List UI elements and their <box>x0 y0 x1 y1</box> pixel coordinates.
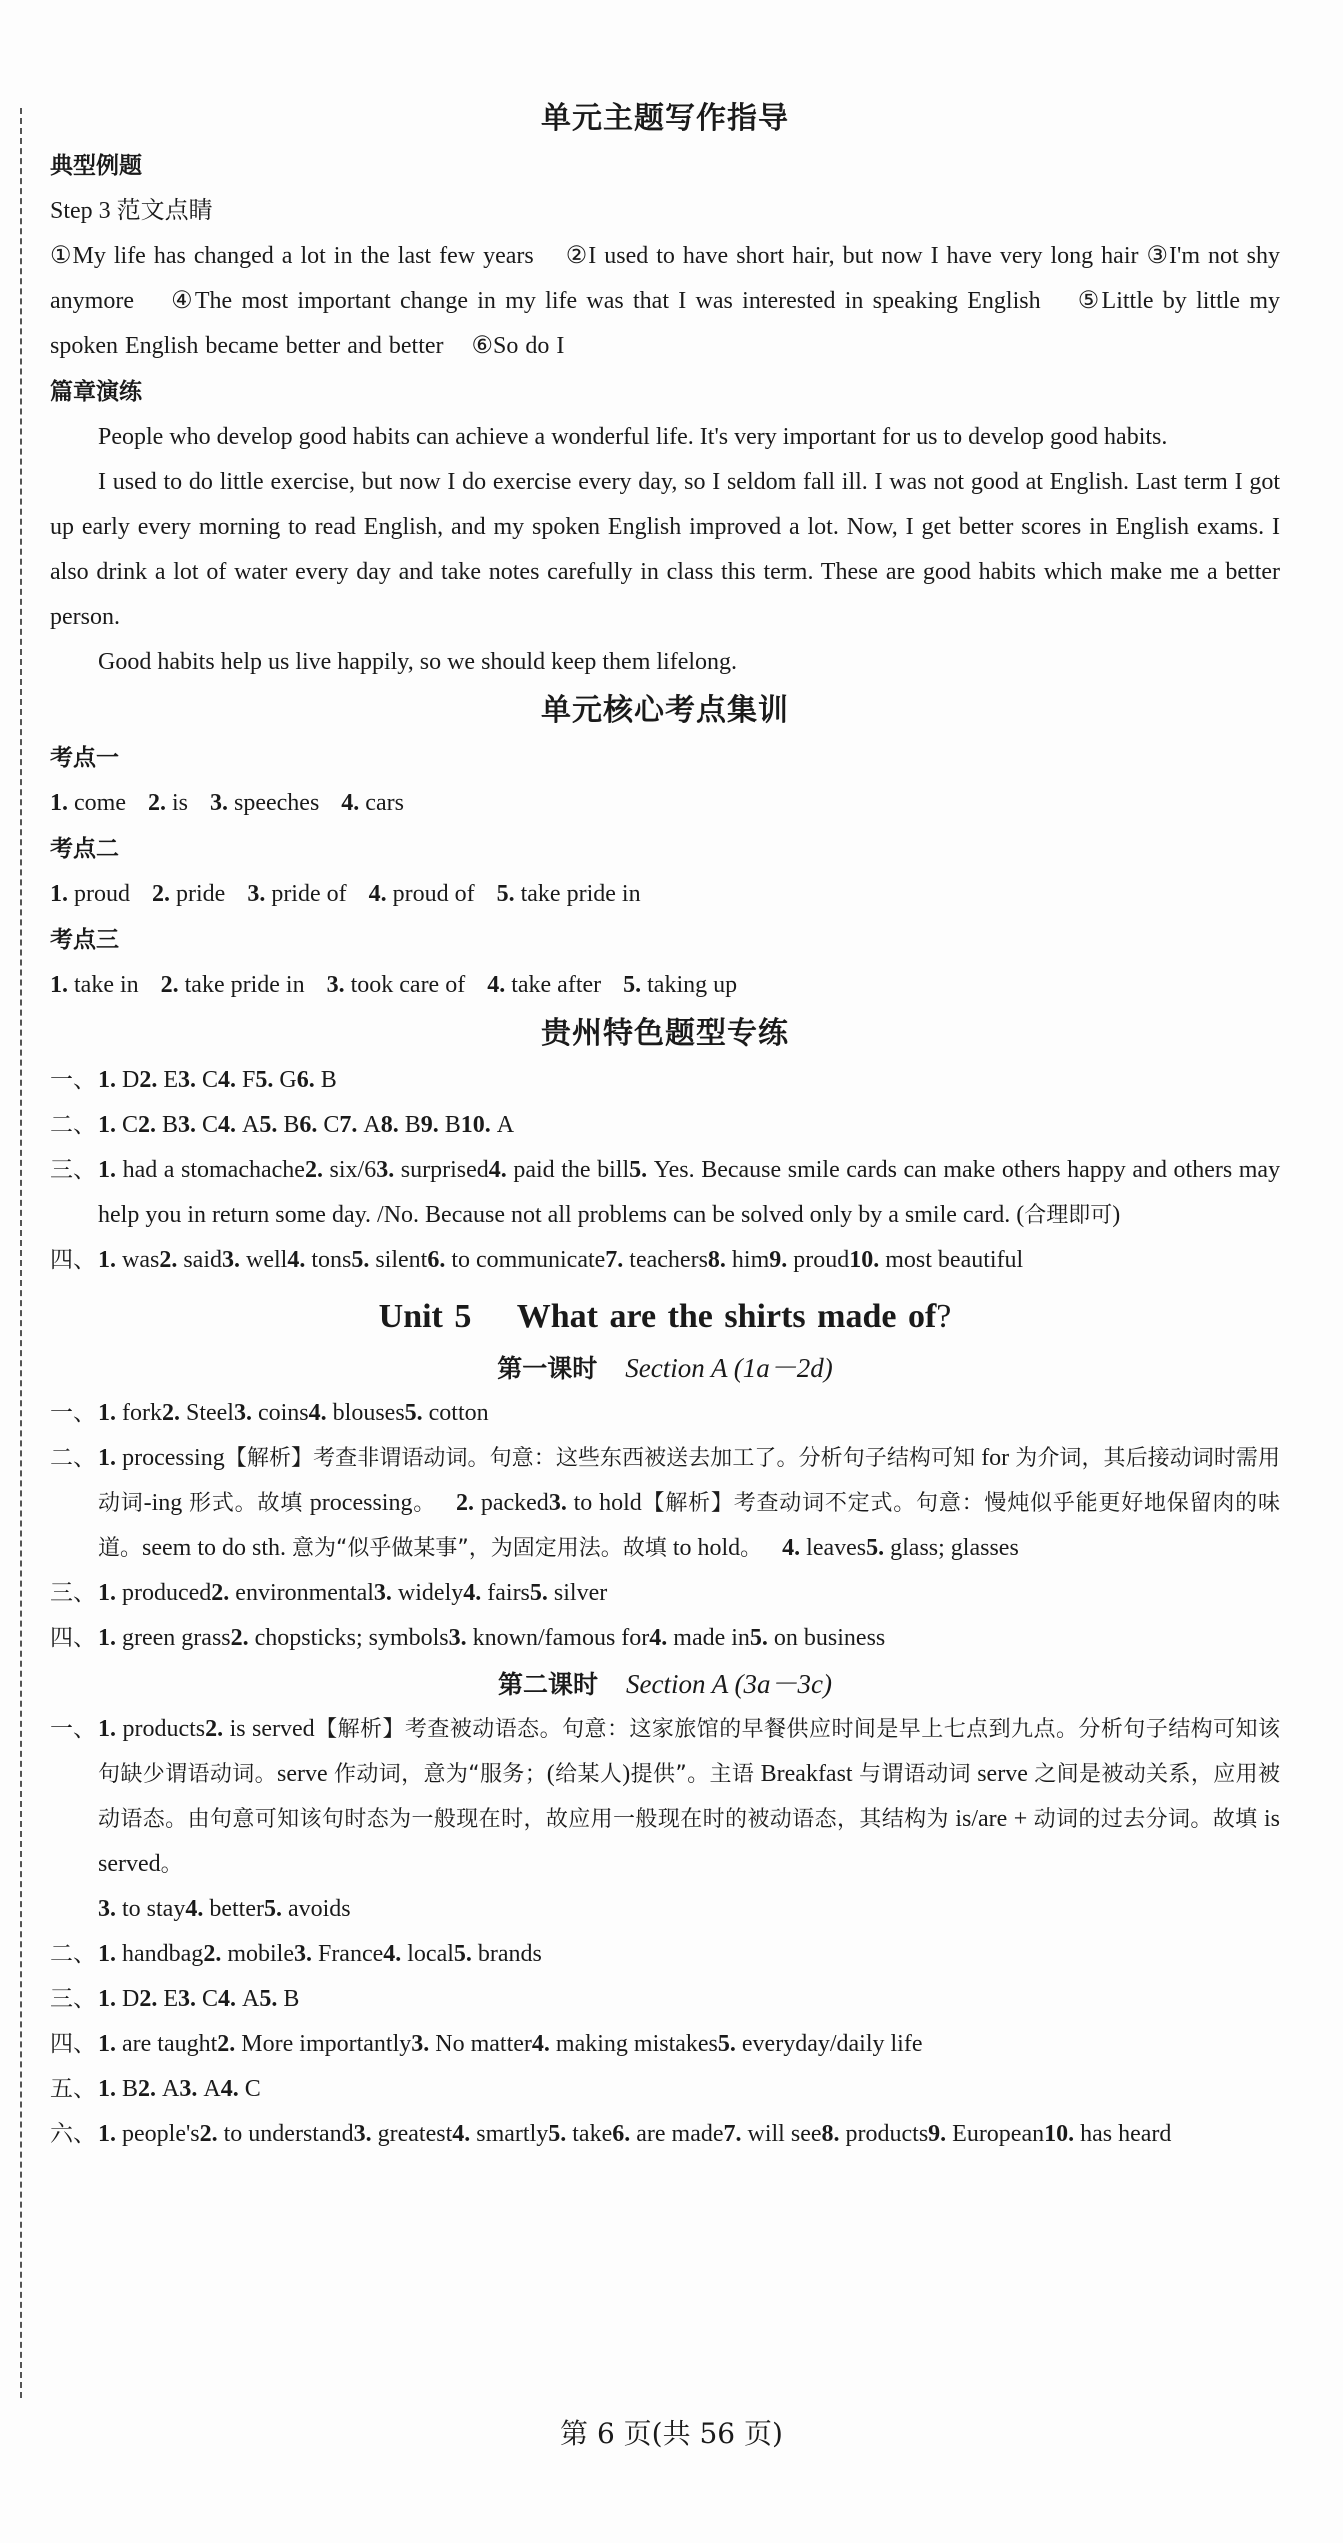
answer-item: 3. known/famous for <box>448 1625 650 1651</box>
answer-number: 6. <box>612 2121 637 2147</box>
guizhou-sections <box>50 1058 1280 1283</box>
answer-number: 1. <box>98 1112 122 1138</box>
answer-number: 3. <box>210 790 234 816</box>
answer-item: 5. glass; glasses <box>866 1535 1019 1561</box>
chinese-text: 为介词，其后接动词时需用动词 <box>98 1446 1280 1516</box>
answer-number: 2. <box>138 2076 163 2102</box>
page-number: 第 6 页(共 56 页) <box>560 2417 783 2450</box>
section-number: 一、 <box>50 1716 96 1742</box>
answer-section <box>50 1436 1280 1571</box>
answer-number: 6. <box>299 1112 324 1138</box>
answer-page <box>50 95 1280 2157</box>
section-number: 二、 <box>50 1445 96 1471</box>
explanation-note: 【解析】考查被动语态。句意：这家旅馆的早餐供应时间是早上七点到九点。分析句子结构可知该句缺少谓语动词。serve 作动词，意为“服务；(给某人)提供”。主语 Breakfast 与谓语动词 serve 之间是被动关系，应用被动语态。由句意可知该句时态为一般现在时，故应用一般现在时的被动语态，其结构为 is/are + 动词的过去分词。故填 is served。 <box>98 1717 1280 1877</box>
answer-number: 2. <box>205 1716 230 1742</box>
answer-number: 6. <box>296 1067 321 1093</box>
answer-number: 7. <box>339 1112 364 1138</box>
answer-number: 4. <box>287 1247 312 1273</box>
answer-item: 1. D <box>98 1067 140 1093</box>
answer-number: 1. <box>98 2121 122 2147</box>
answer-number: 1. <box>50 881 74 907</box>
answer-number: 3. <box>353 2121 378 2147</box>
section-answers <box>98 1977 1280 2022</box>
answer-item: 3. surprised <box>376 1157 489 1183</box>
answer-section <box>50 1571 1280 1616</box>
answer-item: 1. take in <box>50 972 139 998</box>
answer-item: 3. pride of <box>247 881 347 907</box>
answer-item: 5. on business <box>749 1625 886 1651</box>
answer-section <box>50 2022 1280 2067</box>
answer-item: 8. products <box>821 2121 929 2147</box>
answer-item: 1. come <box>50 790 126 816</box>
answer-item: 9. B <box>420 1112 461 1138</box>
answer-item: 2. packed <box>456 1490 549 1516</box>
answer-number: 4. <box>308 1400 333 1426</box>
answer-item: 4. tons <box>287 1247 352 1273</box>
answer-number: 1. <box>98 1445 123 1471</box>
answer-item: 1. are taught <box>98 2031 218 2057</box>
answer-number: 3. <box>98 1896 122 1922</box>
chinese-text: 。 <box>740 1536 763 1561</box>
answer-number: 2. <box>230 1625 255 1651</box>
answer-item: 4. leaves <box>782 1535 867 1561</box>
answer-number: 5. <box>548 2121 573 2147</box>
answer-item: 2. E <box>139 1986 179 2012</box>
answer-number: 4. <box>185 1896 210 1922</box>
answer-item: 1. handbag <box>98 1941 204 1967</box>
answer-item: 5. avoids <box>263 1896 351 1922</box>
answer-number: 8. <box>380 1112 405 1138</box>
section-number: 五、 <box>50 2076 96 2102</box>
answer-item: 8. B <box>380 1112 421 1138</box>
answer-number: 2. <box>217 2031 242 2057</box>
answer-item: 3. greatest <box>353 2121 453 2147</box>
answer-number: 1. <box>98 1625 122 1651</box>
answer-number: 3. <box>373 1580 398 1606</box>
answer-item: 7. A <box>339 1112 381 1138</box>
answer-number: 3. <box>293 1941 318 1967</box>
chinese-text: 。 <box>412 1491 437 1516</box>
answer-number: 3. <box>178 1986 203 2012</box>
section-answers <box>98 1103 1280 1148</box>
practice-label: 篇章演练 <box>50 379 142 405</box>
answer-number: 2. <box>138 1112 163 1138</box>
section-number: 三、 <box>50 1157 96 1183</box>
answer-item: 5. G <box>255 1067 297 1093</box>
answer-item: 3. to stay <box>98 1896 186 1922</box>
answer-number: 1. <box>98 2031 122 2057</box>
answer-section <box>50 1103 1280 1148</box>
answer-item: 9. proud <box>769 1247 850 1273</box>
answer-item: 4. A <box>218 1986 260 2012</box>
section-answers <box>98 1391 1280 1436</box>
answer-item: 5. brands <box>453 1941 542 1967</box>
answer-item: 5. B <box>259 1112 300 1138</box>
chinese-text: 之间是被动关系，应用被动语态。由句意可知该句时态为一般现在时，故应用一般现在时的被动语态，其结构为 <box>98 1762 1280 1832</box>
answer-number: 4. <box>531 2031 556 2057</box>
answer-item: 3. A <box>179 2076 221 2102</box>
answer-item: 4. fairs <box>463 1580 530 1606</box>
example-label: 典型例题 <box>50 153 142 179</box>
answer-item: 10. A <box>460 1112 515 1138</box>
answer-item: 6. to communicate <box>427 1247 606 1273</box>
answer-item: 5. take pride in <box>496 881 641 907</box>
answer-number: 4. <box>218 1067 243 1093</box>
answer-number: 5. <box>529 1580 554 1606</box>
answer-number: 6. <box>427 1247 452 1273</box>
answer-item: 5. B <box>259 1986 300 2012</box>
answer-item: 1. products <box>98 1716 206 1742</box>
answer-number: 4. <box>383 1941 408 1967</box>
answer-item: 4. F <box>218 1067 256 1093</box>
essay-paragraph: I used to do little exercise, but now I do exercise every day, so I seldom fall ill. I was not good at English. Last term I got up early every morning to read English, and my spoken English improved a lot. Now, I get better scores in English exams. I also drink a lot of water every day and take notes carefully in class this term. These are good habits which make me a better person. <box>50 469 1280 630</box>
explanation-note: 【解析】考查动词不定式。句意：慢炖似乎能更好地保留肉的味道。seem to do sth. 意为“似乎做某事”，为固定用法。故填 to hold。 <box>98 1491 1280 1561</box>
writing-guide-title: 单元主题写作指导 <box>541 101 789 136</box>
section-number: 二、 <box>50 1941 96 1967</box>
answer-item: 1. processing <box>98 1445 225 1471</box>
answer-item: 1. green grass <box>98 1625 231 1651</box>
answer-item: 7. will see <box>723 2121 822 2147</box>
answer-section <box>50 1932 1280 1977</box>
answer-number: 4. <box>218 1112 243 1138</box>
answer-item: 2. said <box>159 1247 222 1273</box>
answer-item: 6. are made <box>612 2121 724 2147</box>
answer-item: 1. had a stomachache <box>98 1157 305 1183</box>
section-answers <box>98 1932 1280 1977</box>
answer-number: 4. <box>487 972 512 998</box>
core-point-label: 考点三 <box>50 927 119 953</box>
answer-item: 2. More importantly <box>217 2031 412 2057</box>
model-sentences: ①My life has changed a lot in the last few years ②I used to have short hair, but now I have very long hair ③I'm not shy anymore ④The most important change in my life was that I was interested in speaking English ⑤Little by little my spoken English became better and better ⑥So do I <box>50 243 1281 359</box>
answer-number: 5. <box>351 1247 376 1273</box>
answer-item: 4. local <box>383 1941 454 1967</box>
answer-number: 5. <box>259 1112 284 1138</box>
chinese-text: 合理即可 <box>1024 1203 1113 1228</box>
answer-section <box>50 1238 1280 1283</box>
lesson2-heading: 第二课时 Section A (3a－3c) <box>498 1669 832 1699</box>
section-number: 四、 <box>50 2031 96 2057</box>
answer-item: 5. everyday/daily life <box>717 2031 923 2057</box>
section-number: 六、 <box>50 2121 96 2147</box>
answer-number: 4. <box>463 1580 488 1606</box>
answer-number: 5. <box>404 1400 429 1426</box>
answer-item: 1. people's <box>98 2121 200 2147</box>
answer-number: 8. <box>821 2121 846 2147</box>
answer-item: 3. took care of <box>326 972 466 998</box>
answer-item: 4. making mistakes <box>531 2031 718 2057</box>
answer-item: 2. pride <box>152 881 226 907</box>
answer-item: 10. most beautiful <box>849 1247 1024 1273</box>
answer-number: 3. <box>179 2076 204 2102</box>
section-answers <box>98 1238 1280 1283</box>
lesson1-heading: 第一课时 Section A (1a－2d) <box>497 1353 833 1383</box>
answer-item: 5. silent <box>351 1247 428 1273</box>
answer-number: 5. <box>259 1986 284 2012</box>
answer-item: 4. C <box>220 2076 261 2102</box>
answer-number: 1. <box>98 1067 122 1093</box>
answer-item: 5. silver <box>529 1580 608 1606</box>
core-point-label: 考点一 <box>50 745 119 771</box>
answer-section <box>50 1148 1280 1238</box>
answer-item: 2. is <box>147 790 188 816</box>
section-answers <box>98 1436 1280 1571</box>
unit-heading: Unit 5 What are the shirts made of? <box>378 1298 952 1335</box>
answer-item: 1. proud <box>50 881 130 907</box>
answer-item: 4. proud of <box>368 881 475 907</box>
answer-item: 2. E <box>139 1067 179 1093</box>
answer-number: 10. <box>460 1112 497 1138</box>
answer-item: 4. A <box>218 1112 260 1138</box>
answer-item: 2. environmental <box>211 1580 374 1606</box>
answer-item: 6. B <box>296 1067 337 1093</box>
answer-number: 2. <box>203 1941 228 1967</box>
answer-number: 2. <box>152 881 176 907</box>
core-points-title: 单元核心考点集训 <box>541 693 789 728</box>
answer-number: 7. <box>605 1247 630 1273</box>
answer-item: 2. chopsticks; symbols <box>230 1625 449 1651</box>
answer-number: 2. <box>139 1986 164 2012</box>
answer-number: 1. <box>98 1247 122 1273</box>
answer-number: 9. <box>420 1112 445 1138</box>
lesson2-sections <box>50 1707 1280 2157</box>
lesson1-sections <box>50 1391 1280 1661</box>
answer-item: 3. C <box>178 1067 219 1093</box>
answer-number: 4. <box>649 1625 674 1651</box>
answer-item: 3. well <box>222 1247 288 1273</box>
step-label: Step 3 范文点睛 <box>50 198 213 224</box>
answer-item: 3. speeches <box>210 790 320 816</box>
answer-number: 2. <box>199 2121 224 2147</box>
answer-item: 3. C <box>178 1986 219 2012</box>
answer-number: 5. <box>629 1157 654 1183</box>
section-number: 一、 <box>50 1400 96 1426</box>
answer-item: 4. take after <box>487 972 602 998</box>
answer-item: 4. paid the bill <box>488 1157 630 1183</box>
answer-number: 2. <box>211 1580 236 1606</box>
section-answers <box>98 1707 1280 1932</box>
answer-number: 5. <box>749 1625 774 1651</box>
answer-section <box>50 2067 1280 2112</box>
answer-number: 2. <box>139 1067 164 1093</box>
answer-number: 1. <box>98 1941 122 1967</box>
answer-number: 10. <box>849 1247 886 1273</box>
answer-section <box>50 1058 1280 1103</box>
section-number: 三、 <box>50 1986 96 2012</box>
chinese-text: 给某人 <box>554 1762 623 1787</box>
chinese-text: 提供”。主语 <box>630 1762 755 1787</box>
section-number: 二、 <box>50 1112 96 1138</box>
answer-item: 4. cars <box>341 790 404 816</box>
answer-item: 2. Steel <box>161 1400 234 1426</box>
answer-number: 5. <box>453 1941 478 1967</box>
answer-number: 5. <box>866 1535 891 1561</box>
answer-number: 3. <box>411 2031 436 2057</box>
answer-number: 7. <box>723 2121 748 2147</box>
core-point-label: 考点二 <box>50 836 119 862</box>
answer-item: 1. fork <box>98 1400 162 1426</box>
answer-section <box>50 2112 1280 2157</box>
answer-number: 2. <box>160 972 185 998</box>
answer-number: 4. <box>368 881 393 907</box>
answer-item: 1. was <box>98 1247 160 1273</box>
answer-number: 1. <box>98 1400 122 1426</box>
answer-item: 4. better <box>185 1896 264 1922</box>
section-answers <box>98 1058 1280 1103</box>
answer-line <box>50 963 1280 1008</box>
answer-number: 1. <box>98 1580 122 1606</box>
answer-number: 4. <box>782 1535 807 1561</box>
answer-number: 3. <box>178 1067 203 1093</box>
answer-number: 1. <box>50 972 74 998</box>
answer-item: 3. coins <box>233 1400 309 1426</box>
explanation-note: 【解析】考查非谓语动词。句意：这些东西被送去加工了。分析句子结构可知 for 为介词，其后接动词时需用动词-ing 形式。故填 processing。 <box>98 1445 1280 1516</box>
answer-item: 1. produced <box>98 1580 212 1606</box>
answer-number: 3. <box>326 972 351 998</box>
answer-number: 9. <box>769 1247 794 1273</box>
section-answers <box>98 1571 1280 1616</box>
answer-item: 3. widely <box>373 1580 464 1606</box>
answer-item: 1. C <box>98 1112 139 1138</box>
answer-item: 1. B <box>98 2076 139 2102</box>
guizhou-title: 贵州特色题型专练 <box>541 1016 789 1051</box>
section-answers <box>98 2112 1280 2157</box>
answer-item: 3. France <box>293 1941 384 1967</box>
chinese-text: 形式。故填 <box>189 1491 304 1516</box>
chinese-text: 【解析】考查动词不定式。句意：慢炖似乎能更好地保留肉的味道。 <box>98 1491 1280 1561</box>
answer-item: 2. mobile <box>203 1941 294 1967</box>
section-answers <box>98 1616 1280 1661</box>
answer-number: 3. <box>222 1247 246 1273</box>
answer-item: 2. six/6 <box>304 1157 377 1183</box>
answer-number: 1. <box>98 2076 122 2102</box>
chinese-text: 【解析】考查非谓语动词。句意：这些东西被送去加工了。分析句子结构可知 <box>224 1446 976 1471</box>
answer-item: 1. D <box>98 1986 140 2012</box>
dashed-cut-line <box>20 108 22 2398</box>
answer-number: 2. <box>456 1490 481 1516</box>
answer-number: 4. <box>488 1157 514 1183</box>
answer-item: 4. blouses <box>308 1400 405 1426</box>
answer-section <box>50 1977 1280 2022</box>
chinese-text: 与谓语动词 <box>858 1762 971 1787</box>
answer-item: 2. take pride in <box>160 972 305 998</box>
answer-line <box>50 781 1280 826</box>
answer-number: 5. <box>255 1067 280 1093</box>
answer-item: 4. made in <box>649 1625 750 1651</box>
answer-section <box>50 1707 1280 1932</box>
chinese-text: 意为“似乎做某事”，为固定用法。故填 <box>292 1536 667 1561</box>
answer-number: 2. <box>147 790 172 816</box>
section-number: 四、 <box>50 1625 96 1651</box>
essay-paragraph: Good habits help us live happily, so we should keep them lifelong. <box>98 649 738 675</box>
answer-item: 5. take <box>548 2121 613 2147</box>
answer-number: 3. <box>233 1400 258 1426</box>
answer-item: 4. smartly <box>452 2121 549 2147</box>
chinese-text: 【解析】考查被动语态。句意：这家旅馆的早餐供应时间是早上七点到九点。分析句子结构可知该句缺少谓语动词。 <box>98 1717 1280 1787</box>
answer-number: 3. <box>376 1157 401 1183</box>
section-number: 一、 <box>50 1067 96 1093</box>
answer-number: 5. <box>496 881 521 907</box>
answer-section <box>50 1391 1280 1436</box>
answer-item: 6. C <box>299 1112 340 1138</box>
answer-item: 2. A <box>138 2076 180 2102</box>
core-points-groups <box>50 735 1280 1008</box>
answer-number: 2. <box>159 1247 184 1273</box>
section-answers <box>98 1148 1280 1238</box>
answer-number: 9. <box>928 2121 953 2147</box>
answer-item: 3. to hold <box>548 1490 642 1516</box>
answer-section <box>50 1616 1280 1661</box>
answer-number: 5. <box>717 2031 742 2057</box>
chinese-text: 。 <box>160 1852 183 1877</box>
answer-item: 3. C <box>178 1112 219 1138</box>
essay-paragraph: People who develop good habits can achieve a wonderful life. It's very important for us to develop good habits. <box>98 424 1168 450</box>
answer-item: 9. European <box>928 2121 1045 2147</box>
answer-number: 1. <box>98 1157 123 1183</box>
answer-item: 2. to understand <box>199 2121 354 2147</box>
answer-number: 1. <box>98 1986 122 2012</box>
answer-item: 5. Yes. Because smile cards can make others happy and others may help you in return some day. /No. Because not all problems can be solved only by a smile card. (合理即可) <box>98 1157 1281 1228</box>
answer-item: 8. him <box>707 1247 770 1273</box>
answer-item: 2. is served <box>205 1716 315 1742</box>
answer-item: 3. No matter <box>411 2031 532 2057</box>
answer-number: 4. <box>452 2121 477 2147</box>
answer-item: 5. taking up <box>623 972 738 998</box>
answer-number: 4. <box>218 1986 243 2012</box>
answer-number: 5. <box>263 1896 288 1922</box>
chinese-text: 作动词，意为“服务； <box>334 1762 547 1787</box>
section-number: 三、 <box>50 1580 96 1606</box>
answer-number: 3. <box>548 1490 574 1516</box>
answer-item: 7. teachers <box>605 1247 708 1273</box>
answer-item: 10. has heard <box>1044 2121 1172 2147</box>
answer-item: 2. B <box>138 1112 179 1138</box>
answer-number: 8. <box>707 1247 732 1273</box>
section-answers <box>98 2067 1280 2112</box>
chinese-text: 动词的过去分词。故填 <box>1033 1807 1258 1832</box>
answer-number: 5. <box>623 972 648 998</box>
answer-number: 4. <box>341 790 366 816</box>
answer-number: 2. <box>161 1400 186 1426</box>
section-number: 四、 <box>50 1247 96 1273</box>
answer-line <box>50 872 1280 917</box>
answer-number: 3. <box>448 1625 473 1651</box>
answer-number: 4. <box>220 2076 245 2102</box>
answer-item: 5. cotton <box>404 1400 489 1426</box>
answer-number: 3. <box>178 1112 203 1138</box>
answer-number: 10. <box>1044 2121 1081 2147</box>
answer-number: 1. <box>50 790 74 816</box>
answer-number: 3. <box>247 881 272 907</box>
answer-number: 1. <box>98 1716 123 1742</box>
section-answers <box>98 2022 1280 2067</box>
answer-number: 2. <box>304 1157 330 1183</box>
